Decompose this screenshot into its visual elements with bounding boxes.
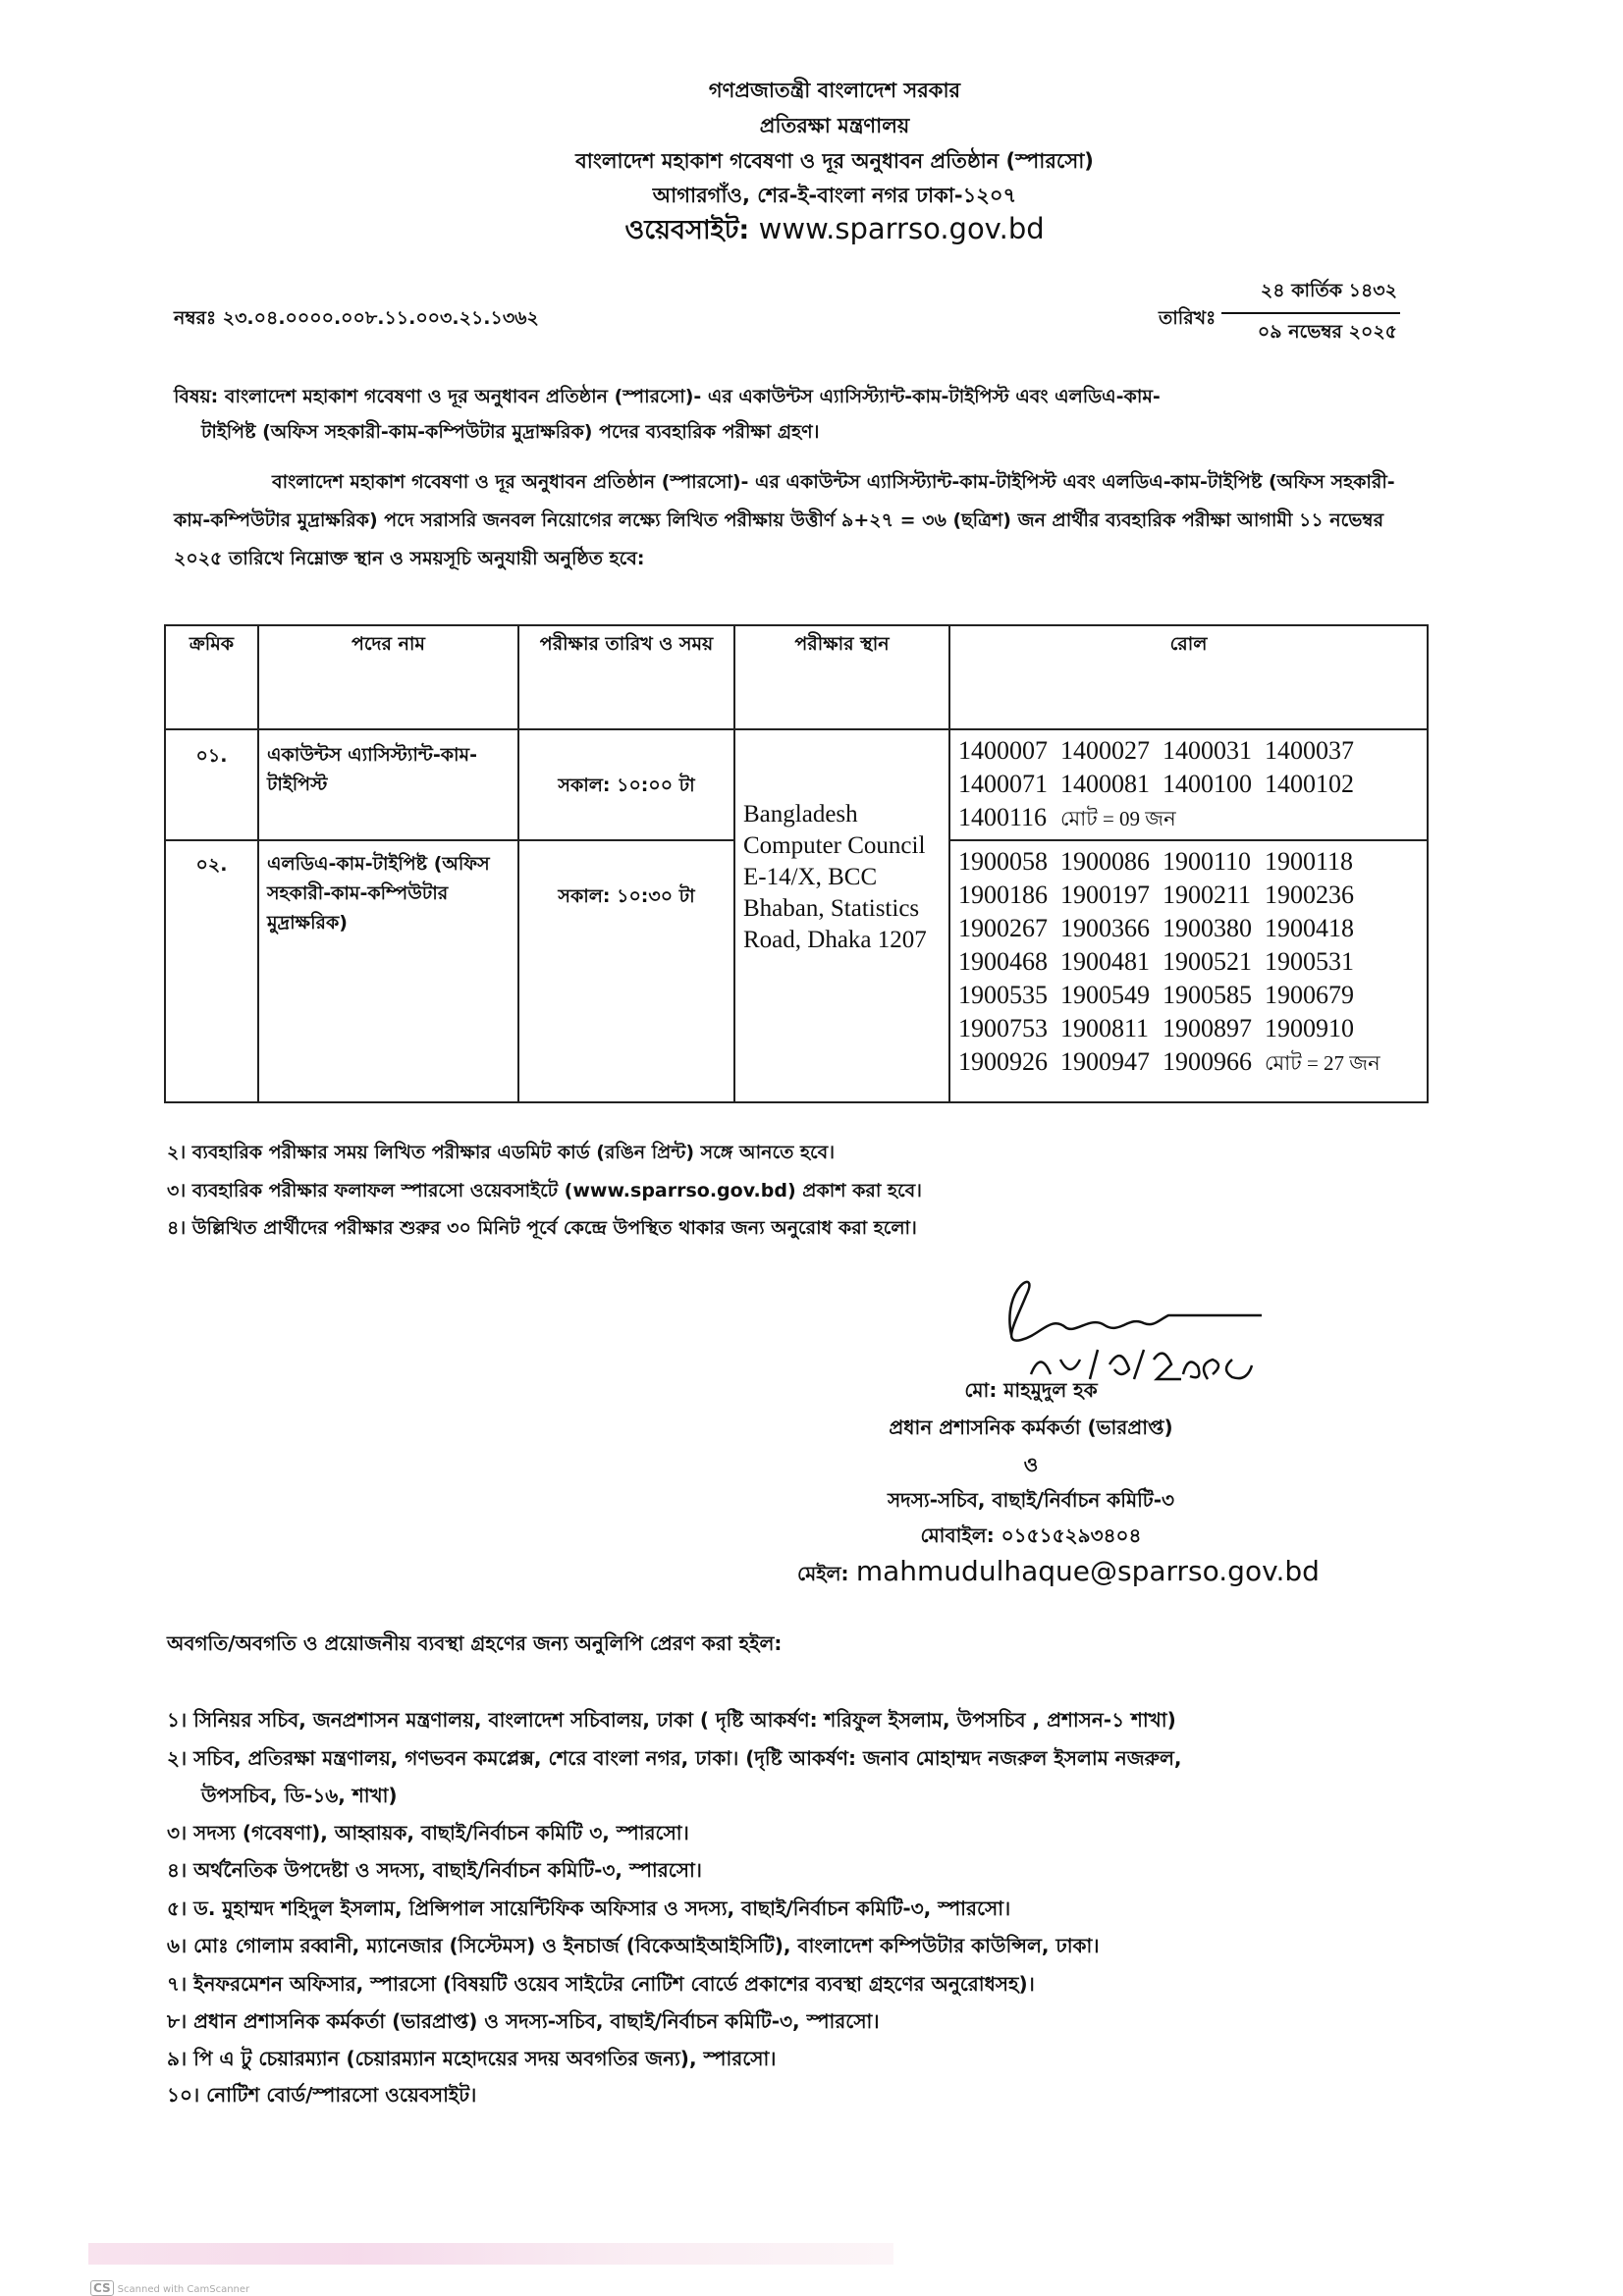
- organization-name: বাংলাদেশ মহাকাশ গবেষণা ও দূর অনুধাবন প্রতিষ্ঠান (স্পারসো): [575, 149, 1094, 173]
- cc-item: ৭। ইনফরমেশন অফিসার, স্পারসো (বিষয়টি ওয়েব সাইটের নোটিশ বোর্ডে প্রকাশের ব্যবস্থা গ্রহণের অনুরোধসহ)।: [167, 1972, 1035, 1996]
- row-time: সকাল: ১০:৩০ টা: [518, 840, 734, 1102]
- roll-number: 1900481: [1060, 947, 1150, 976]
- exam-schedule-table: [164, 624, 1429, 1103]
- table-row: [165, 729, 1428, 840]
- roll-number: 1900267: [958, 914, 1048, 942]
- roll-number: 1900966: [1163, 1047, 1252, 1076]
- signature-image: [982, 1266, 1276, 1389]
- roll-number: 1900380: [1163, 914, 1252, 942]
- website-label: ওয়েবসাইট:: [624, 215, 750, 245]
- note-2: ২। ব্যবহারিক পরীক্ষার সময় লিখিত পরীক্ষার এডমিট কার্ড (রঙিন প্রিন্ট) সঙ্গে আনতে হবে।: [167, 1142, 836, 1163]
- cc-item: ৯। পি এ টু চেয়ারম্যান (চেয়ারম্যান মহোদয়ের সদয় অবগতির জন্য), স্পারসো।: [167, 2047, 777, 2070]
- cc-item: ১। সিনিয়র সচিব, জনপ্রশাসন মন্ত্রণালয়, বাংলাদেশ সচিবালয়, ঢাকা ( দৃষ্টি আকর্ষণ: শরিফুল ইসলাম, উপসচিব , প্রশাসন-১ শাখা): [167, 1708, 1176, 1732]
- roll-number: 1900197: [1060, 881, 1150, 909]
- memo-number: নম্বরঃ ২৩.০৪.০০০০.০০৮.১১.০০৩.২১.১৩৬২: [174, 307, 539, 329]
- cc-item: ২। সচিব, প্রতিরক্ষা মন্ত্রণালয়, গণভবন কমপ্লেক্স, শেরে বাংলা নগর, ঢাকা। (দৃষ্টি আকর্ষণ: জনাব মোহাম্মদ নজরুল ইসলাম নজরুল,: [167, 1746, 1182, 1770]
- roll-number: 1900468: [958, 947, 1048, 976]
- scan-bleed-through: [88, 2243, 893, 2265]
- note-3: ৩। ব্যবহারিক পরীক্ষার ফলাফল স্পারসো ওয়েবসাইটে (www.sparrso.gov.bd) প্রকাশ করা হবে।: [167, 1180, 922, 1201]
- roll-number: 1400071: [958, 770, 1048, 798]
- roll-number: 1900947: [1060, 1047, 1150, 1076]
- cc-item: ৩। সদস্য (গবেষণা), আহ্বায়ক, বাছাই/নির্বাচন কমিটি ৩, স্পারসো।: [167, 1821, 689, 1844]
- row-rolls: [949, 729, 1428, 840]
- roll-number: 1900521: [1163, 947, 1252, 976]
- website-line: [0, 210, 1623, 254]
- cc-item: ৫। ড. মুহাম্মদ শহিদুল ইসলাম, প্রিন্সিপাল সায়েন্টিফিক অফিসার ও সদস্য, বাছাই/নির্বাচন কমিটি-৩, স্পারসো।: [167, 1896, 1011, 1920]
- roll-number: 1900811: [1060, 1014, 1150, 1042]
- row-serial: ০১.: [165, 729, 258, 840]
- email-label: মেইল:: [797, 1562, 849, 1585]
- website-link[interactable]: www.sparrso.gov.bd: [758, 212, 1045, 245]
- cc-item-continued: উপসচিব, ডি-১৬, শাখা): [201, 1784, 398, 1807]
- roll-number: 1900110: [1163, 847, 1252, 876]
- signatory-email-line: [797, 1555, 1320, 1592]
- roll-total: মোট = 09 জন: [1060, 807, 1176, 830]
- cc-item: ৬। মোঃ গোলাম রব্বানী, ম্যানেজার (সিস্টেমস) ও ইনচার্জ (বিকেআইআইসিটি), বাংলাদেশ কম্পিউটার কাউন্সিল, ঢাকা।: [167, 1934, 1100, 1957]
- cc-heading: অবগতি/অবগতি ও প্রয়োজনীয় ব্যবস্থা গ্রহণের জন্য অনুলিপি প্রেরণ করা হইল:: [167, 1631, 783, 1655]
- cc-item: ৪। অর্থনৈতিক উপদেষ্টা ও সদস্য, বাছাই/নির্বাচন কমিটি-৩, স্পারসো।: [167, 1858, 702, 1882]
- roll-number: 1900366: [1060, 914, 1150, 942]
- cc-item: ৮। প্রধান প্রশাসনিক কর্মকর্তা (ভারপ্রাপ্ত) ও সদস্য-সচিব, বাছাই/নির্বাচন কমিটি-৩, স্পারসো।: [167, 2009, 880, 2033]
- roll-number: 1900186: [958, 881, 1048, 909]
- ministry-name: প্রতিরক্ষা মন্ত্রণালয়: [759, 114, 910, 137]
- email-link[interactable]: mahmudulhaque@sparrso.gov.bd: [855, 1555, 1320, 1587]
- signatory-title: প্রধান প্রশাসনিক কর্মকর্তা (ভারপ্রাপ্ত): [889, 1415, 1173, 1439]
- roll-number: 1900236: [1265, 881, 1354, 909]
- date-divider: [1221, 312, 1400, 314]
- signatory-committee: সদস্য-সচিব, বাছাই/নির্বাচন কমিটি-৩: [887, 1488, 1175, 1512]
- date-english: ০৯ নভেম্বর ২০২৫: [1257, 321, 1397, 343]
- signatory-mobile: মোবাইল: ০১৫১৫২৯৩৪০৪: [920, 1523, 1142, 1547]
- signatory-and: ও: [1023, 1453, 1039, 1476]
- roll-number: 1900926: [958, 1047, 1048, 1076]
- note-4: ৪। উল্লিখিত প্রার্থীদের পরীক্ষার শুরুর ৩০ মিনিট পূর্বে কেন্দ্রে উপস্থিত থাকার জন্য অনুরোধ করা হলো।: [167, 1217, 917, 1239]
- row-post: একাউন্টস এ্যাসিস্ট্যান্ট-কাম-টাইপিস্ট: [258, 729, 518, 840]
- roll-number: 1900897: [1163, 1014, 1252, 1042]
- roll-number: 1400037: [1265, 736, 1354, 765]
- signatory-name: মো: মাহমুদুল হক: [964, 1378, 1098, 1402]
- header-roll: রোল: [949, 625, 1428, 729]
- govt-name: গণপ্রজাতন্ত্রী বাংলাদেশ সরকার: [708, 79, 961, 102]
- header-venue: পরীক্ষার স্থান: [734, 625, 949, 729]
- row-time: সকাল: ১০:০০ টা: [518, 729, 734, 840]
- roll-number: 1400031: [1163, 736, 1252, 765]
- roll-number: 1900910: [1265, 1014, 1354, 1042]
- roll-number: 1900535: [958, 981, 1048, 1009]
- roll-number: 1900418: [1265, 914, 1354, 942]
- roll-number: 1900585: [1163, 981, 1252, 1009]
- roll-number: 1900549: [1060, 981, 1150, 1009]
- date-label: তারিখঃ: [1159, 307, 1217, 329]
- organization-address: আগারগাঁও, শের-ই-বাংলা নগর ঢাকা-১২০৭: [652, 184, 1017, 207]
- roll-number: 1900086: [1060, 847, 1150, 876]
- table-header-row: [165, 625, 1428, 729]
- row-venue: Bangladesh Computer Council E-14/X, BCC Bhaban, Statistics Road, Dhaka 1207: [734, 729, 949, 1102]
- subject-line-2: টাইপিষ্ট (অফিস সহকারী-কাম-কম্পিউটার মুদ্রাক্ষরিক) পদের ব্যবহারিক পরীক্ষা গ্রহণ।: [201, 421, 820, 443]
- body-paragraph: বাংলাদেশ মহাকাশ গবেষণা ও দূর অনুধাবন প্রতিষ্ঠান (স্পারসো)- এর একাউন্টস এ্যাসিস্ট্যান্ট-কাম-টাইপিস্ট এবং এলডিএ-কাম-টাইপিষ্ট (অফিস সহকারী-কাম-কম্পিউটার মুদ্রাক্ষরিক) পদে সরাসরি জনবল নিয়োগের লক্ষ্যে লিখিত পরীক্ষায় উত্তীর্ণ ৯+২৭ = ৩৬ (ছত্রিশ) জন প্রার্থীর ব্যবহারিক পরীক্ষা আগামী ১১ নভেম্বর ২০২৫ তারিখে নিম্নোক্ত স্থান ও সময়সূচি অনুযায়ী অনুষ্ঠিত হবে:: [174, 471, 1395, 569]
- row-serial: ০২.: [165, 840, 258, 1102]
- roll-number: 1900058: [958, 847, 1048, 876]
- camscanner-logo-icon: CS: [90, 2280, 114, 2296]
- roll-number: 1900211: [1163, 881, 1252, 909]
- header-post: পদের নাম: [258, 625, 518, 729]
- roll-number: 1400102: [1265, 770, 1354, 798]
- roll-number: 1900679: [1265, 981, 1354, 1009]
- camscanner-text: Scanned with CamScanner: [117, 2284, 250, 2295]
- header-datetime: পরীক্ষার তারিখ ও সময়: [518, 625, 734, 729]
- roll-number: 1400100: [1163, 770, 1252, 798]
- roll-number: 1900531: [1265, 947, 1354, 976]
- roll-number: 1900753: [958, 1014, 1048, 1042]
- date-bangla: ২৪ কার্তিক ১৪৩২: [1260, 280, 1397, 301]
- roll-number: 1400116: [958, 803, 1048, 831]
- camscanner-watermark: [90, 2280, 249, 2296]
- roll-number: 1400081: [1060, 770, 1150, 798]
- header-serial: ক্রমিক: [165, 625, 258, 729]
- roll-number: 1400027: [1060, 736, 1150, 765]
- subject-line-1: বিষয়: বাংলাদেশ মহাকাশ গবেষণা ও দূর অনুধাবন প্রতিষ্ঠান (স্পারসো)- এর একাউন্টস এ্যাসিস্ট্যান্ট-কাম-টাইপিস্ট এবং এলডিএ-কাম-: [174, 386, 1161, 407]
- roll-number: 1400007: [958, 736, 1048, 765]
- cc-item: ১০। নোটিশ বোর্ড/স্পারসো ওয়েবসাইট।: [167, 2083, 477, 2107]
- roll-number: 1900118: [1265, 847, 1354, 876]
- row-rolls: [949, 840, 1428, 1102]
- row-post: এলডিএ-কাম-টাইপিষ্ট (অফিস সহকারী-কাম-কম্পিউটার মুদ্রাক্ষরিক): [258, 840, 518, 1102]
- roll-total: মোট = 27 জন: [1265, 1051, 1380, 1075]
